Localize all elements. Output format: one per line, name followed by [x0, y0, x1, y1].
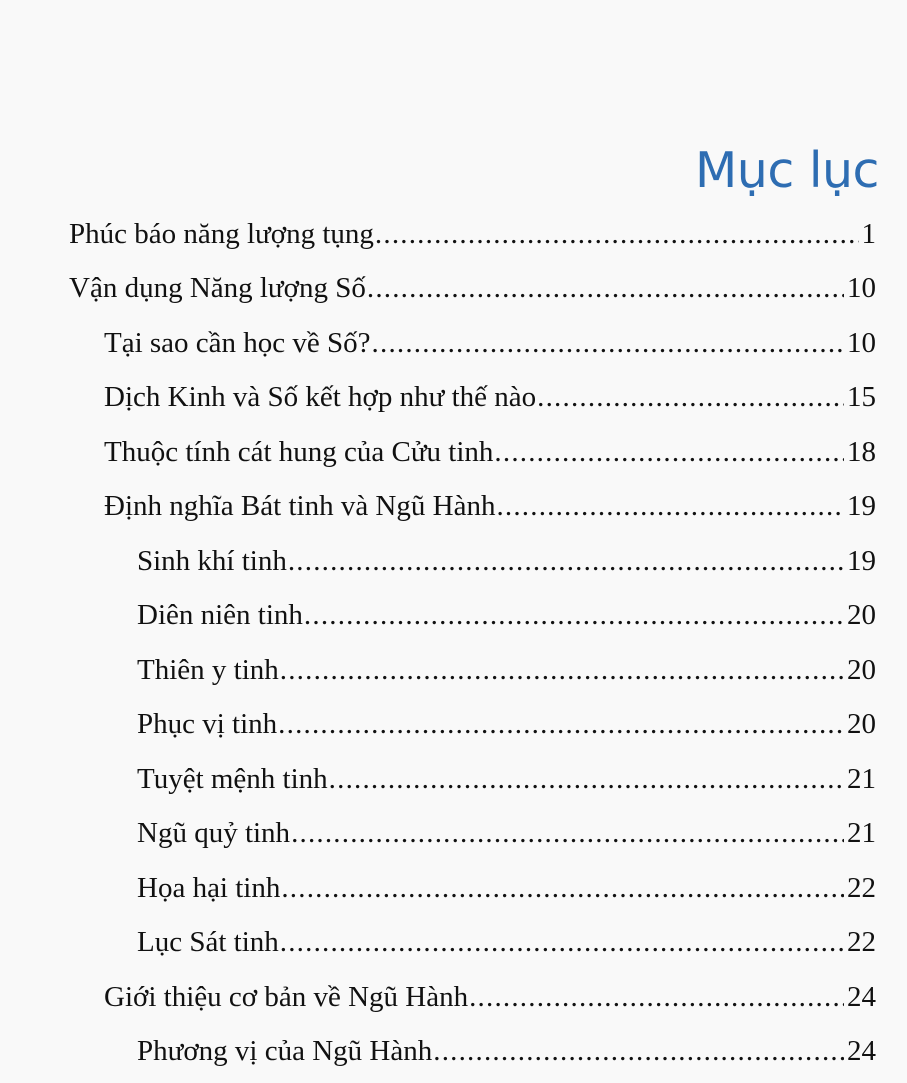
toc-page-number: 20 [847, 599, 876, 632]
toc-entry[interactable] [0, 1025, 907, 1080]
toc-dot-leader [537, 381, 844, 414]
toc-dot-leader [433, 1035, 844, 1068]
toc-entry[interactable] [0, 698, 907, 753]
toc-page-number: 18 [847, 435, 876, 468]
toc-page-number: 21 [847, 762, 876, 795]
toc-entry-text: Họa hại tinh [137, 871, 281, 904]
toc-entry-text: Dịch Kinh và Số kết hợp như thế nào [104, 381, 537, 414]
toc-page-number: 10 [847, 272, 876, 305]
toc-entry-text: Tuyệt mệnh tinh [137, 762, 328, 795]
toc-list [0, 207, 907, 1079]
toc-page-number: 21 [847, 817, 876, 850]
toc-entry-text: Sinh khí tinh [137, 544, 287, 577]
toc-page-number: 22 [847, 871, 876, 904]
toc-page-number: 20 [847, 653, 876, 686]
toc-entry[interactable] [0, 316, 907, 371]
toc-page-number: 20 [847, 708, 876, 741]
toc-entry[interactable] [0, 480, 907, 535]
toc-entry[interactable] [0, 425, 907, 480]
toc-entry[interactable] [0, 807, 907, 862]
toc-entry[interactable] [0, 534, 907, 589]
toc-entry[interactable] [0, 262, 907, 317]
toc-entry[interactable] [0, 589, 907, 644]
toc-entry[interactable] [0, 970, 907, 1025]
toc-page-number: 15 [847, 381, 876, 414]
toc-dot-leader [375, 218, 859, 251]
toc-page-number: 1 [861, 217, 876, 250]
toc-entry-text: Thiên y tinh [137, 653, 279, 686]
toc-dot-leader [372, 327, 844, 360]
toc-entry-text: Lục Sát tinh [137, 926, 279, 959]
toc-entry[interactable] [0, 861, 907, 916]
toc-entry[interactable] [0, 371, 907, 426]
toc-entry-text: Ngũ quỷ tinh [137, 817, 291, 850]
toc-title: Mục lục [695, 142, 879, 199]
toc-entry-text: Phúc báo năng lượng tụng [69, 217, 374, 250]
toc-dot-leader [291, 817, 844, 850]
toc-dot-leader [304, 599, 844, 632]
toc-entry-text: Vận dụng Năng lượng Số [69, 272, 366, 305]
toc-entry-text: Phục vị tinh [137, 708, 278, 741]
toc-page-number: 24 [847, 1035, 876, 1068]
toc-dot-leader [288, 545, 844, 578]
toc-entry-text: Định nghĩa Bát tinh và Ngũ Hành [104, 490, 496, 523]
toc-entry-text: Phương vị của Ngũ Hành [137, 1035, 433, 1068]
toc-dot-leader [280, 926, 844, 959]
toc-dot-leader [496, 490, 844, 523]
toc-dot-leader [280, 654, 844, 687]
toc-page-number: 10 [847, 326, 876, 359]
toc-page-number: 19 [847, 544, 876, 577]
toc-entry[interactable] [0, 752, 907, 807]
toc-page-number: 22 [847, 926, 876, 959]
toc-dot-leader [469, 981, 844, 1014]
toc-dot-leader [329, 763, 844, 796]
toc-dot-leader [494, 436, 844, 469]
toc-entry[interactable] [0, 207, 907, 262]
toc-dot-leader [278, 708, 844, 741]
toc-dot-leader [281, 872, 844, 905]
toc-entry-text: Thuộc tính cát hung của Cửu tinh [104, 435, 494, 468]
toc-dot-leader [367, 272, 844, 305]
toc-page-number: 24 [847, 980, 876, 1013]
toc-entry[interactable] [0, 916, 907, 971]
toc-page-number: 19 [847, 490, 876, 523]
toc-entry[interactable] [0, 643, 907, 698]
toc-entry-text: Tại sao cần học về Số? [104, 326, 371, 359]
toc-entry-text: Giới thiệu cơ bản về Ngũ Hành [104, 980, 469, 1013]
toc-entry-text: Diên niên tinh [137, 599, 303, 632]
